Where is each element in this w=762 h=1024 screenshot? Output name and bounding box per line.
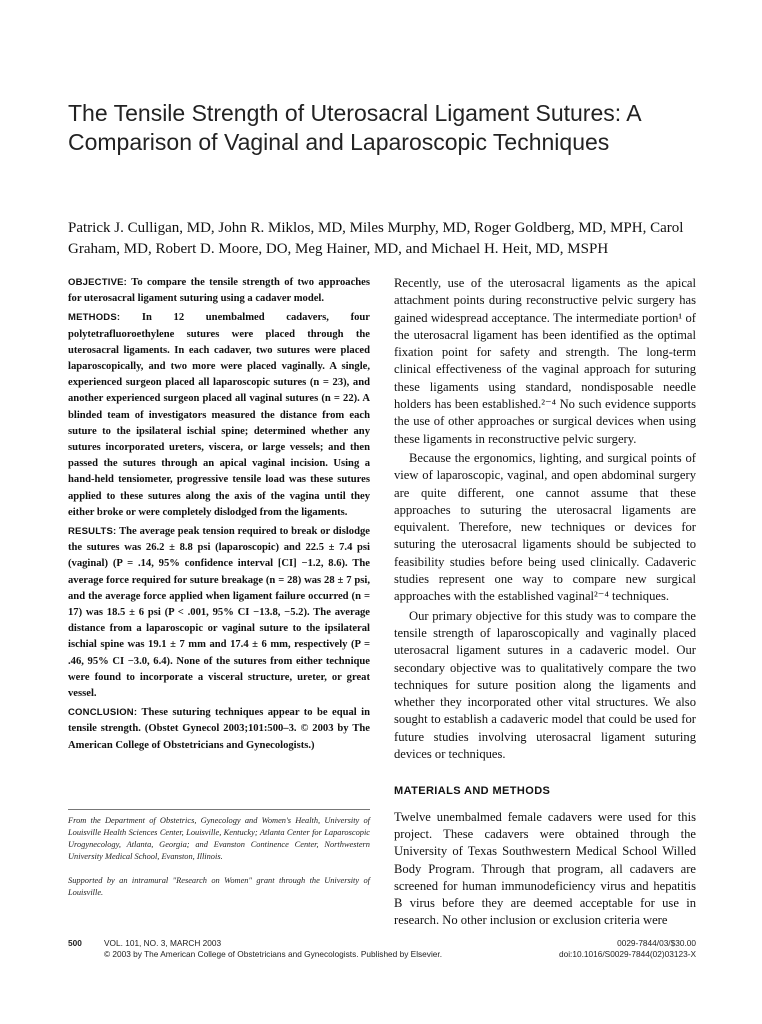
body-paragraph-4: Twelve unembalmed female cadavers were used for this project. These cadavers were obtained through the University of Texas Southwestern Medical School Willed Body Program. Through that program, all cadavers are screened for human immunodeficiency virus and hepatitis B virus before they are deemed acceptable for use in research. No other inclusion or exclusion criteria were	[394, 809, 696, 928]
journal-volume-line: VOL. 101, NO. 3, MARCH 2003	[104, 938, 222, 948]
author-list: Patrick J. Culligan, MD, John R. Miklos, MD, Miles Murphy, MD, Roger Goldberg, MD, MPH, Carol Graham, MD, Robert D. Moore, DO, Meg Hainer, MD, and Michael H. Heit, MD, MSPH	[68, 220, 684, 257]
methods-text: In 12 unembalmed cadavers, four polytetrafluoroethylene sutures were placed through the uterosacral ligaments. In each cadaver, two sutures were placed laparoscopically, and two more were placed vaginally. A single, experienced surgeon placed all laparoscopic sutures (n = 23), and another experienced surgeon placed all vaginal sutures (n = 22). A blinded team of investigators measured the distance from each suture to the ipsilateral ischial spine; determined whether any sutures incorporated ureters, viscera, or large vessels; and then passed the sutures through an apical vaginal incision. Using a hand-held tensiometer, progressive tensile load was these sutures applied to these sutures along the axis of the vagina until they either broke or were completely dislodged from the ligaments.	[68, 312, 370, 518]
results-text: The average peak tension required to break or dislodge the sutures was 26.2 ± 8.8 psi (laparoscopic) and 22.5 ± 7.4 psi (vaginal) (P = .14, 95% confidence interval [CI] −1.2, 8.6). The average force required for suture breakage (n = 28) was 28 ± 7 psi, and the average force applied when ligament failure occurred (n = 17) was 18.5 ± 6 psi (P < .001, 95% CI −13.8, −5.2). The average distance from a laparoscopic or vaginal suture to the ipsilateral ischial spine was 19.1 ± 7 mm and 17.4 ± 6 mm, respectively (P = .46, 95% CI −3.0, 6.4). None of the sutures from either technique were found to incorporate a visceral structure, ureter, or great vessel.	[68, 526, 370, 700]
abstract-objective	[68, 275, 370, 307]
objective-text: To compare the tensile strength of two approaches for uterosacral ligament suturing using a cadaver model.	[68, 277, 370, 305]
doi-line: doi:10.1016/S0029-7844(02)03123-X	[558, 949, 696, 959]
methods-label: METHODS:	[68, 312, 121, 324]
abstract-conclusion	[68, 705, 370, 754]
article-title: The Tensile Strength of Uterosacral Ligament Sutures: A Comparison of Vaginal and Laparoscopic Techniques	[68, 100, 641, 155]
copyright-line: © 2003 by The American College of Obstetricians and Gynecologists. Published by Elsevier.	[104, 949, 443, 959]
section-heading: MATERIALS AND METHODS	[394, 785, 551, 798]
article-identifiers	[480, 938, 696, 960]
page-number: 500	[68, 938, 82, 948]
issn-line: 0029-7844/03/$30.00	[617, 938, 696, 948]
conclusion-label: CONCLUSION:	[68, 707, 138, 719]
body-paragraph-3: Our primary objective for this study was to compare the tensile strength of laparoscopically and vaginally placed uterosacral ligament sutures in a cadaveric model. Our secondary objective was to qualitatively compare the two techniques for suture position along the ligaments and whether they incorporated other vital structures. We also sought to establish a cadaveric model that could be used for future studies involving uterosacral ligament suturing devices or techniques.	[394, 608, 696, 762]
body-column	[394, 275, 696, 932]
funding-footnote: Supported by an intramural "Research on Women" grant through the University of Louisville.	[68, 876, 370, 897]
objective-label: OBJECTIVE:	[68, 277, 128, 288]
footnote-divider	[68, 809, 370, 810]
abstract-results	[68, 524, 370, 702]
body-paragraph-2: Because the ergonomics, lighting, and surgical points of view of laparoscopic, vaginal, and open abdominal surgery are quite different, one cannot assume that these approaches to suturing the uterosacral ligaments are equivalent. Therefore, new techniques or devices for suturing the uterosacral ligaments should be subjected to feasibility studies before being used clinically. Cadaveric studies represent one way to compare new surgical approaches with the established vaginal²⁻⁴ techniques.	[394, 450, 696, 604]
abstract-methods	[68, 310, 370, 521]
journal-info	[104, 938, 442, 960]
affiliation-footnote: From the Department of Obstetrics, Gynecology and Women's Health, University of Louisville Health Sciences Center, Louisville, Kentucky; Atlanta Center for Laparoscopic Urogynecology, Atlanta, Georgia; and Evanston Continence Center, Northwestern University Medical School, Evanston, Illinois.	[68, 816, 370, 861]
conclusion-text: These suturing techniques appear to be equal in tensile strength. (Obstet Gynecol 2003;101:500–3. © 2003 by The American College of Obstetricians and Gynecologists.)	[68, 707, 370, 751]
results-label: RESULTS:	[68, 526, 117, 538]
abstract-column	[68, 275, 370, 757]
body-paragraph-1: Recently, use of the uterosacral ligaments as the apical attachment points during reconstructive pelvic surgery has gained widespread acceptance. The intermediate portion¹ of the uterosacral ligament has been identified as the optimal fixation point for safety and strength. The long-term clinical effectiveness of the vaginal approach for suturing these ligaments using standard, nondisposable needle holders has been established.²⁻⁴ No such evidence supports the use of other approaches or surgical devices when using these ligaments in reconstructive pelvic surgery.	[394, 276, 696, 446]
